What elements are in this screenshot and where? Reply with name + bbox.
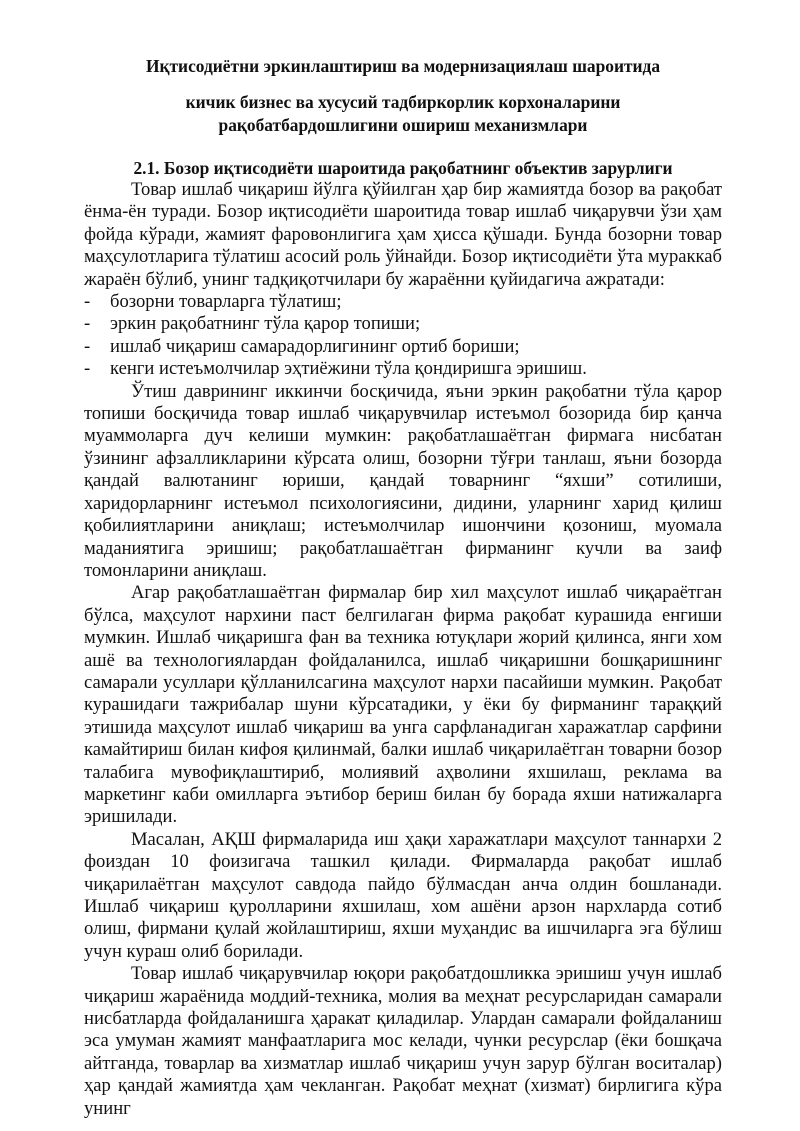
list-item <box>84 313 722 335</box>
document-title-line-3: рақобатбардошлигини ошириш механизмлари <box>218 115 588 135</box>
list-item-text: эркин рақобатнинг тўла қарор топиши; <box>110 313 421 335</box>
intro-paragraph: Товар ишлаб чиқариш йўлга қўйилган ҳар бир жамиятда бозор ва рақобат ёнма-ён туради. Бозор иқтисодиёти шароитида товар ишлаб чиқарувчи ўзи ҳам фойда кўради, жамият фаровонлигига ҳам ҳисса қўшади. Бунда бозорни товар маҳсулотларига тўлатиш асосий роль ўйнайди. Бозор иқтисодиёти ўта мураккаб жараён бўлиб, унинг тадқиқотчилари бу жараённи қуйидагича ажратади: <box>84 179 722 290</box>
list-marker: - <box>84 313 91 335</box>
document-title-line-1: Иқтисодиётни эркинлаштириш ва модернизациялаш шароитида <box>145 56 661 76</box>
body-paragraph-1: Ўтиш даврининг иккинчи босқичида, яъни эркин рақобатни тўла қарор топиши босқичида товар ишлаб чиқарувчилар истеъмол бозорида бир қанча муаммоларга дуч келиши мумкин: рақобатлашаётган фирмага нисбатан ўзининг афзалликларини кўрсата олиш, бозорни тўғри танлаш, яъни бозорда қандай валютанинг юриши, қандай товарнинг “яхши” сотилиши, харидорларнинг истеъмол психологиясини, дидини, уларнинг харид қилиш қобилиятларини аниқлаш; истеъмолчилар ишончини қозониш, муомала маданиятига эришиш; рақобатлашаётган фирманинг кучли ва заиф томонларини аниқлаш. <box>84 380 722 581</box>
list-item <box>84 358 722 380</box>
list-item-text: бозорни товарларга тўлатиш; <box>110 291 342 313</box>
requirements-list <box>84 291 722 381</box>
list-marker: - <box>84 335 91 357</box>
list-item-text: кенги истеъмолчилар эҳтиёжини тўла қондиришга эришиш. <box>110 358 587 380</box>
body-paragraph-4: Товар ишлаб чиқарувчилар юқори рақобатдошликка эришиш учун ишлаб чиқариш жараёнида моддий-техника, молия ва меҳнат ресурсларидан самарали нисбатларда фойдаланишга ҳаракат қиладилар. Улардан самарали фойдаланиш эса умуман жамият манфаатларига мос келади, чунки ресурслар (ёки бошқача айтганда, товарлар ва хизматлар ишлаб чиқариш учун зарур бўлган воситалар) ҳар қандай жамиятда ҳам чекланган. Рақобат меҳнат (хизмат) бирлигига кўра унинг <box>84 963 722 1119</box>
list-item <box>84 335 722 358</box>
list-item-text: ишлаб чиқариш самарадорлигининг ортиб бориши; <box>110 335 520 357</box>
list-marker: - <box>84 291 91 313</box>
document-title-line-2: кичик бизнес ва хусусий тадбиркорлик корхоналарини <box>185 92 621 112</box>
list-item <box>84 291 722 313</box>
body-paragraph-2: Агар рақобатлашаётган фирмалар бир хил маҳсулот ишлаб чиқараётган бўлса, маҳсулот нархини паст белгилаган фирма рақобат курашида енгиши мумкин. Ишлаб чиқаришга фан ва техника ютуқлари жорий қилинса, янги хом ашё ва технологиялардан фойдаланилса, ишлаб чиқаришни бошқаришнинг самарали усуллари қўлланилсагина маҳсулот нархи пасайиши мумкин. Рақобат курашидаги тажрибалар шуни кўрсатадики, у ёки бу фирманинг тараққий этишида маҳсулот ишлаб чиқариш ва унга сарфланадиган харажатлар сарфини камайтириш билан кифоя қилинмай, балки ишлаб чиқарилаётган товарни бозор талабига мувофиқлаштириб, молиявий аҳволини яхшилаш, реклама ва маркетинг каби омилларга эътибор бериш билан бу борада яхши натижаларга эришилади. <box>84 582 722 828</box>
section-heading: 2.1. Бозор иқтисодиёти шароитида рақобатнинг объектив зарурлиги <box>133 158 673 178</box>
list-marker: - <box>84 358 91 380</box>
body-paragraph-3: Масалан, АҚШ фирмаларида иш ҳақи харажатлари маҳсулот таннархи 2 фоиздан 10 фоизигача ташкил қилади. Фирмаларда рақобат ишлаб чиқарилаётган маҳсулот савдода пайдо бўлмасдан анча олдин бошланади. Ишлаб чиқариш қуролларини яхшилаш, хом ашёни арзон нархларда сотиб олиш, фирмани қулай жойлаштириш, яхши муҳандис ва ишчиларга эга бўлиш учун кураш олиб борилади. <box>84 828 722 962</box>
